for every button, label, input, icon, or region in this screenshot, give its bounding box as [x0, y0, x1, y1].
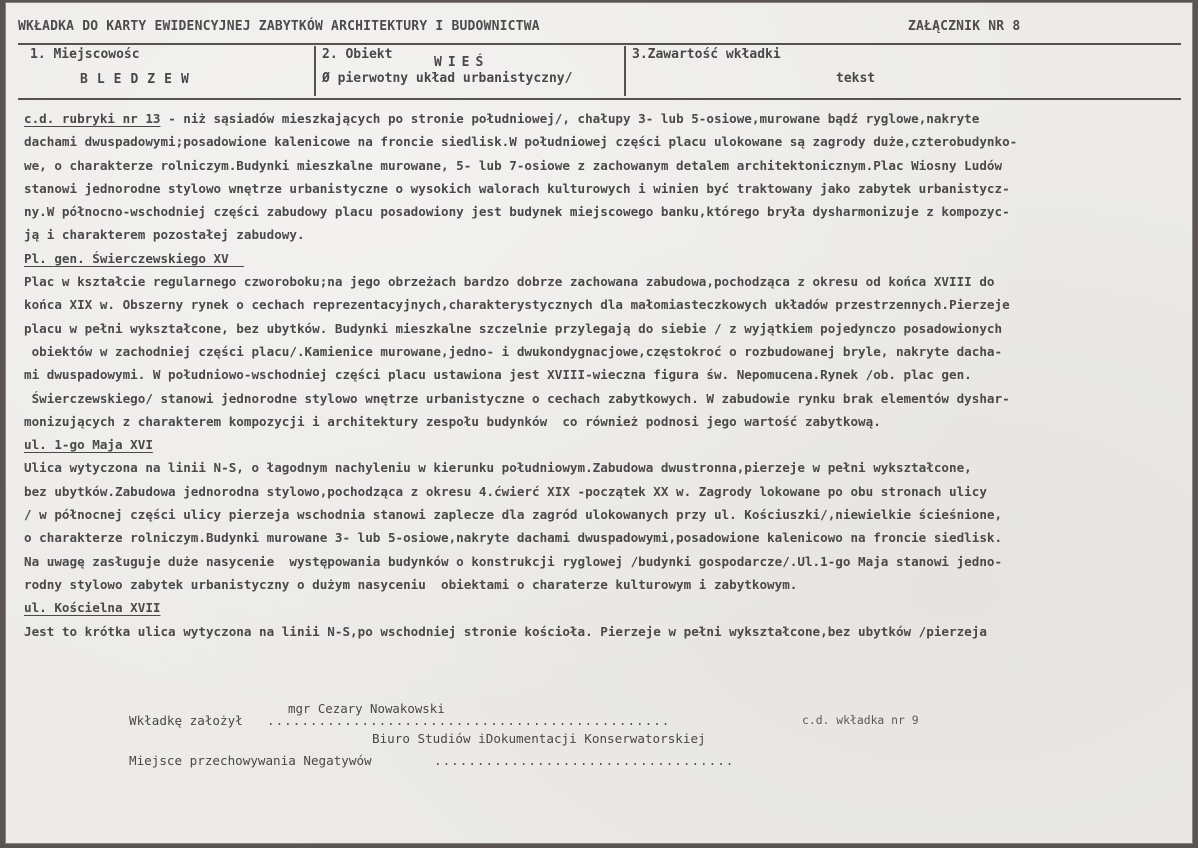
line-text: / w północnej części ulicy pierzeja wschodnia stanowi zaplecze dla zagród ulokowanych przy ul. Kościuszki/,niewielkie ścieśnione, — [24, 507, 1003, 523]
line-text: dachami dwuspadowymi;posadowione kalenicowe na froncie siedlisk.W południowej części placu ulokowane są zagrody duże,czterobudynko- — [24, 134, 1018, 150]
line-text: Jest to krótka ulica wytyczona na linii N-S,po wschodniej stronie kościoła. Pierzeje w pełni wykształcone,bez ubytków /pierzeja — [24, 623, 987, 639]
contents-label: 3.Zawartość wkładki — [632, 47, 781, 62]
document-header — [18, 19, 1188, 34]
underlined-heading: c.d. rubryki nr 13 — [24, 111, 161, 126]
line-text: ny.W północno-wschodniej części zabudowy placu posadowiony jest budynek miejscowego banku,którego bryła dysharmonizuje z kompozyc- — [24, 204, 1010, 220]
object-value: Ø pierwotny układ urbanistyczny/ — [322, 71, 573, 86]
header-rule-top — [18, 43, 1181, 45]
founded-by-label: Wkładkę założył — [129, 713, 243, 728]
object-label: 2. Obiekt — [322, 47, 393, 62]
text-line — [24, 107, 1196, 130]
contents-value: tekst — [836, 71, 876, 86]
object-type: WIEŚ — [434, 55, 490, 70]
line-text: placu w pełni wykształcone, bez ubytków. Budynki mieszkalne szczelnie przylegają do siebie / z wyjątkiem pojedynczo posadowionych — [24, 320, 1003, 336]
underlined-heading: ul. Kościelna XVII — [24, 600, 161, 616]
text-line — [24, 410, 1196, 433]
section-heading — [24, 596, 1196, 619]
text-line — [24, 200, 1196, 223]
line-text: bez ubytków.Zabudowa jednorodna stylowo,pochodząca z okresu 4.ćwierć XIX -początek XX w. Zagrody lokowane po obu stronach ulicy — [24, 483, 987, 499]
text-line — [24, 177, 1196, 200]
office-name: Biuro Studiów iDokumentacji Konserwatorskiej — [372, 731, 706, 746]
text-line — [24, 293, 1196, 316]
line-text: - niż sąsiadów mieszkających po stronie południowej/, chałupy 3- lub 5-osiowe,murowane bądź ryglowe,nakryte — [160, 111, 980, 126]
line-text: końca XIX w. Obszerny rynek o cechach reprezentacyjnych,charakterystycznych dla małomiasteczkowych układów przestrzennych.Pierzeje — [24, 297, 1010, 313]
line-text: we, o charakterze rolniczym.Budynki mieszkalne murowane, 5- lub 7-osiowe z zachowanym detalem architektonicznym.Plac Wiosny Ludów — [24, 157, 1003, 173]
line-text: ją i charakterem pozostałej zabudowy. — [24, 227, 305, 243]
underlined-heading: ul. 1-go Maja XVI — [24, 437, 153, 453]
line-text: mi dwuspadowymi. W południowo-wschodniej części placu ustawiona jest XVIII-wieczna figura św. Nepomucena.Rynek /ob. plac gen. — [24, 367, 972, 383]
text-line — [24, 270, 1196, 293]
field-locality — [30, 46, 310, 96]
line-text: Świerczewskiego/ stanowi jednorodne stylowo wnętrze urbanistyczne o cechach zabytkowych. W zabudowie rynku brak elementów dyshar- — [24, 390, 1010, 406]
text-line — [24, 340, 1196, 363]
typed-body-text — [24, 107, 1196, 643]
founded-by-dotted-line: ............................................... — [267, 713, 671, 728]
underlined-heading: Pl. gen. Świerczewskiego XV — [24, 250, 244, 266]
text-line — [24, 573, 1196, 596]
text-line — [24, 456, 1196, 479]
annex-number: ZAŁĄCZNIK NR 8 — [908, 19, 1021, 34]
author-name: mgr Cezary Nowakowski — [288, 701, 445, 716]
text-line — [24, 526, 1196, 549]
line-text: Ulica wytyczona na linii N-S, o łagodnym nachyleniu w kierunku południowym.Zabudowa dwustronna,pierzeje w pełni wykształcone, — [24, 460, 972, 476]
text-line — [24, 620, 1196, 643]
line-text: monizujących z charakterem kompozycji i architektury zespołu budynków co również podnosi jego wartość zabytkową. — [24, 413, 881, 429]
text-line — [24, 550, 1196, 573]
text-line — [24, 223, 1196, 246]
text-line — [24, 154, 1196, 177]
header-title: WKŁADKA DO KARTY EWIDENCYJNEJ ZABYTKÓW ARCHITEKTURY I BUDOWNICTWA — [18, 19, 540, 34]
header-rule-bottom — [18, 98, 1181, 100]
negatives-dotted-line: ................................... — [434, 753, 735, 768]
text-line — [24, 363, 1196, 386]
locality-label: 1. Miejscowośc — [30, 47, 140, 62]
section-heading — [24, 433, 1196, 456]
negatives-storage-label: Miejsce przechowywania Negatywów — [129, 753, 372, 768]
field-contents — [624, 46, 1186, 96]
text-line — [24, 130, 1196, 153]
text-line — [24, 480, 1196, 503]
line-text: stanowi jednorodne stylowo wnętrze urbanistyczne o wysokich walorach kulturowych i winien być traktowany jako zabytek urbanistycz- — [24, 180, 1010, 196]
text-line — [24, 503, 1196, 526]
line-text: Plac w kształcie regularnego czworoboku;na jego obrzeżach bardzo dobrze zachowana zabudowa,pochodząca z okresu od końca XVIII do — [24, 274, 995, 290]
line-text: Na uwagę zasługuje duże nasycenie występowania budynków o konstrukcji ryglowej /budynki gospodarcze/.Ul.1-go Maja stanowi jedno- — [24, 553, 1003, 569]
inventory-card-insert — [6, 3, 1192, 843]
line-text: obiektów w zachodniej części placu/.Kamienice murowane,jedno- i dwukondygnacjowe,częstokroć o rozbudowanej bryle, nakryte dacha- — [24, 343, 1003, 359]
text-line — [24, 387, 1196, 410]
field-object — [314, 46, 628, 96]
line-text: o charakterze rolniczym.Budynki murowane 3- lub 5-osiowe,nakryte dachami dwuspadowymi,posadowione kalenicowo na froncie siedlisk. — [24, 530, 1003, 546]
text-line — [24, 317, 1196, 340]
line-text: rodny stylowo zabytek urbanistyczny o dużym nasyceniu obiektami o charaterze kulturowym i zabytkowym. — [24, 576, 798, 592]
section-heading — [24, 247, 1196, 270]
continued-note: c.d. wkładka nr 9 — [802, 713, 919, 727]
locality-value: BLEDZEW — [80, 72, 198, 87]
